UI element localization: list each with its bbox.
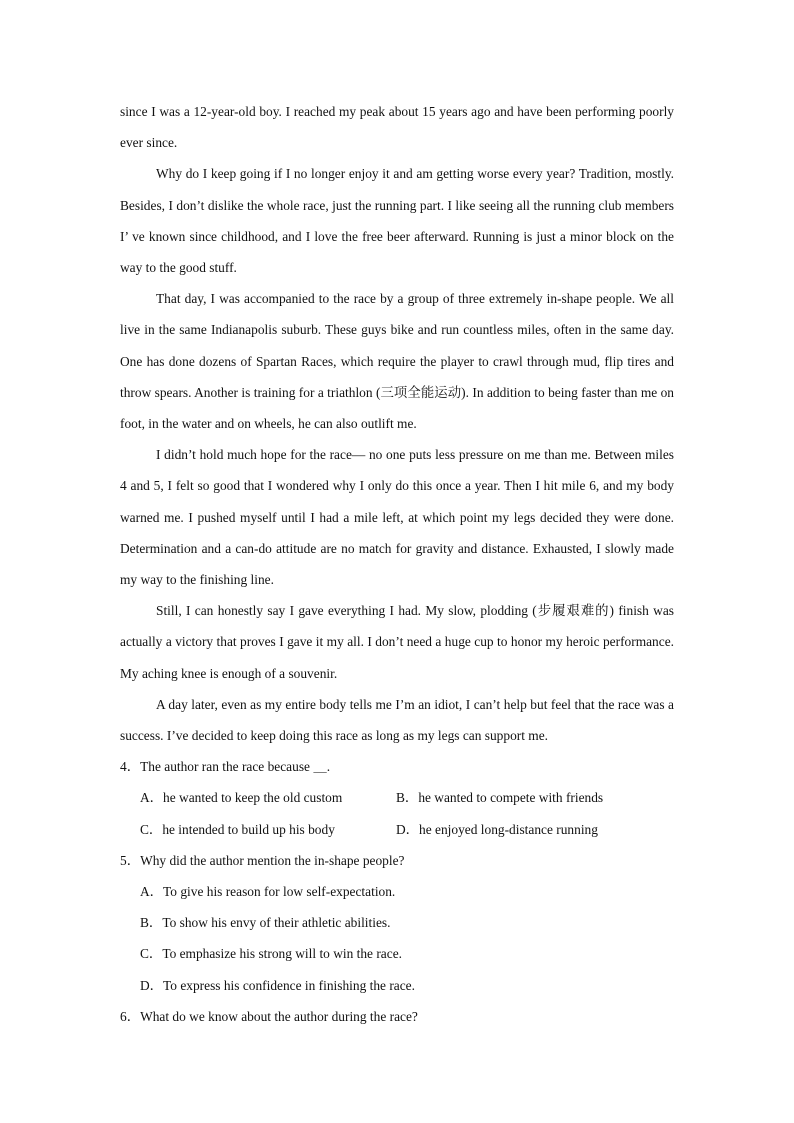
paragraph-victory: Still, I can honestly say I gave everything I had. My slow, plodding (步履艰难的) finish was actually a victory that proves I gave it my all. I don’t need a huge cup to honor my heroic performance. My aching knee is enough of a souvenir. — [120, 603, 674, 681]
question-5 — [120, 845, 674, 1001]
question-4 — [120, 751, 674, 845]
question-6 — [120, 1001, 674, 1032]
document-body — [120, 96, 674, 1032]
option-a[interactable]: A．he wanted to keep the old custom — [140, 790, 343, 806]
paragraph-conclusion: A day later, even as my entire body tells me I’m an idiot, I can’t help but feel that the race was a success. I’ve decided to keep doing this race as long as my legs can support me. — [120, 696, 674, 744]
option-row — [120, 814, 674, 845]
option-row — [120, 782, 674, 813]
option-c[interactable]: C．he intended to build up his body — [140, 821, 335, 837]
question-stem: 6．What do we know about the author during the race? — [120, 1008, 418, 1024]
paragraph-race: I didn’t hold much hope for the race— no one puts less pressure on me than me. Between miles 4 and 5, I felt so good that I wondered why I only do this once a year. Then I hit mile 6, and my body warned me. I pushed myself until I had a mile left, at which point my legs decided they were done. Determination and a can-do attitude are no match for gravity and distance. Exhausted, I slowly made my way to the finishing line. — [120, 447, 674, 588]
paragraph-tradition: Why do I keep going if I no longer enjoy it and am getting worse every year? Tradition, mostly. Besides, I don’t dislike the whole race, just the running part. I like seeing all the running club members I’ ve known since childhood, and I love the free beer afterward. Running is just a minor block on the way to the good stuff. — [120, 166, 674, 276]
option-d[interactable]: D．To express his confidence in finishing the race. — [140, 977, 415, 993]
paragraph-continuation: since I was a 12-year-old boy. I reached my peak about 15 years ago and have been performing poorly ever since. — [120, 104, 674, 151]
option-b[interactable]: B．To show his envy of their athletic abilities. — [140, 915, 391, 931]
paragraph-companions: That day, I was accompanied to the race by a group of three extremely in-shape people. We all live in the same Indianapolis suburb. These guys bike and run countless miles, often in the same day. One has done dozens of Spartan Races, which require the player to crawl through mud, flip tires and throw spears. Another is training for a triathlon (三项全能运动). In addition to being faster than me on foot, in the water and on wheels, he can also outlift me. — [120, 291, 674, 432]
option-b[interactable]: B．he wanted to compete with friends — [396, 790, 604, 806]
question-stem: 4．The author ran the race because ＿. — [120, 759, 331, 775]
option-c[interactable]: C．To emphasize his strong will to win the race. — [140, 946, 402, 962]
option-a[interactable]: A．To give his reason for low self-expectation. — [140, 884, 396, 900]
question-stem: 5．Why did the author mention the in-shape people? — [120, 852, 405, 868]
option-d[interactable]: D．he enjoyed long-distance running — [396, 821, 598, 837]
